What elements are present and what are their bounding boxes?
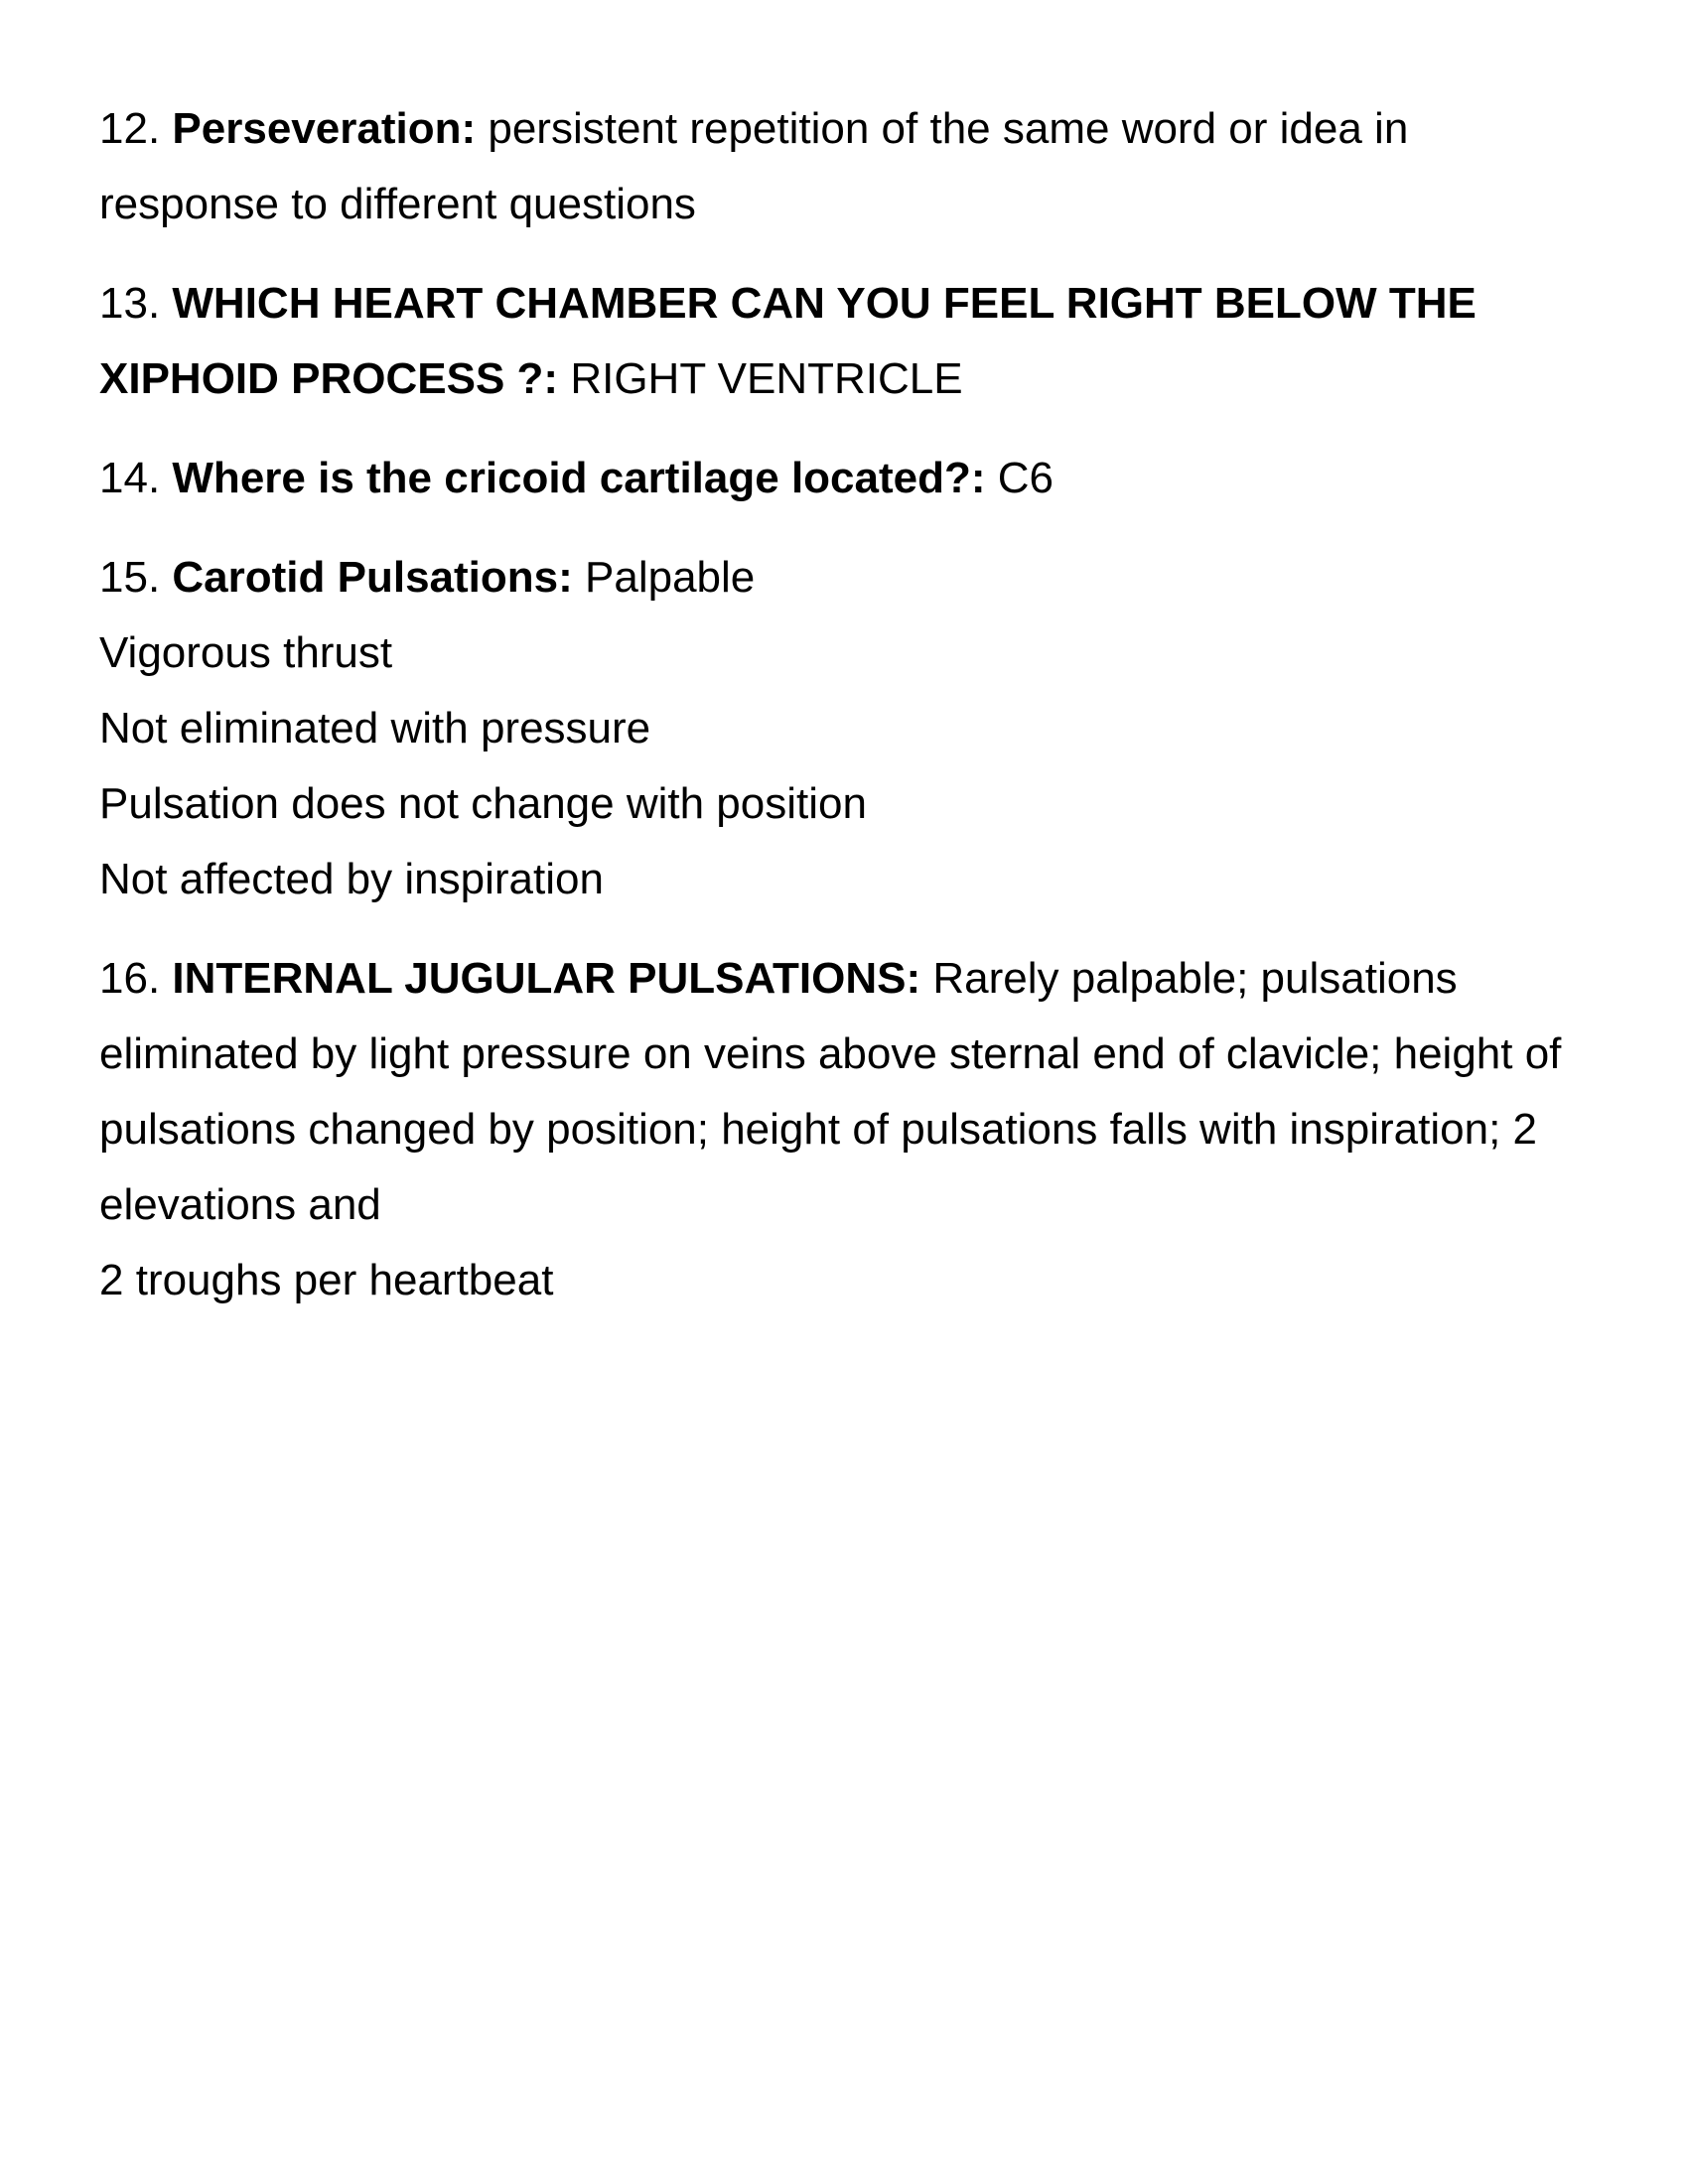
entry-16-detail-line: 2 troughs per heartbeat bbox=[99, 1256, 554, 1304]
entry-definition: persistent repetition of the same word or idea in bbox=[488, 104, 1409, 153]
entry-answer: Palpable bbox=[585, 553, 756, 602]
entry-14 bbox=[99, 441, 1589, 516]
entry-term: Perseveration: bbox=[172, 104, 477, 153]
entry-term-continued: XIPHOID PROCESS ?: bbox=[99, 354, 559, 403]
entry-15-line-1 bbox=[99, 540, 1589, 615]
entry-answer: C6 bbox=[997, 454, 1055, 502]
entry-16-detail-line: elevations and bbox=[99, 1180, 381, 1229]
entry-number: 16. bbox=[99, 954, 161, 1003]
entry-16-line-1 bbox=[99, 941, 1589, 1017]
entry-14-line-1 bbox=[99, 441, 1589, 516]
entry-13-line-1 bbox=[99, 266, 1589, 341]
entry-number: 14. bbox=[99, 454, 161, 502]
entry-16 bbox=[99, 941, 1589, 1318]
entry-term: INTERNAL JUGULAR PULSATIONS: bbox=[172, 954, 921, 1003]
entry-15-detail-line: Not affected by inspiration bbox=[99, 855, 604, 903]
entry-15-detail-line: Pulsation does not change with position bbox=[99, 779, 867, 828]
entry-15 bbox=[99, 540, 1589, 917]
entry-13 bbox=[99, 266, 1589, 417]
entry-12 bbox=[99, 91, 1589, 242]
entry-15-detail-line: Not eliminated with pressure bbox=[99, 704, 651, 752]
entry-12-line-1 bbox=[99, 91, 1589, 167]
entry-term: WHICH HEART CHAMBER CAN YOU FEEL RIGHT BELOW THE bbox=[172, 279, 1477, 328]
entry-definition: Rarely palpable; pulsations bbox=[932, 954, 1458, 1003]
entry-number: 13. bbox=[99, 279, 161, 328]
entry-term: Carotid Pulsations: bbox=[172, 553, 573, 602]
entry-16-detail-line: pulsations changed by position; height of pulsations falls with inspiration; 2 bbox=[99, 1105, 1538, 1154]
entry-number: 15. bbox=[99, 553, 161, 602]
entry-16-detail-line: eliminated by light pressure on veins above sternal end of clavicle; height of bbox=[99, 1029, 1562, 1078]
entry-15-detail-line: Vigorous thrust bbox=[99, 628, 393, 677]
entry-12-line-2: response to different questions bbox=[99, 180, 696, 228]
entry-term: Where is the cricoid cartilage located?: bbox=[172, 454, 986, 502]
entry-answer: RIGHT VENTRICLE bbox=[570, 354, 963, 403]
entry-number: 12. bbox=[99, 104, 161, 153]
entry-13-line-2 bbox=[99, 341, 1589, 417]
document-page bbox=[99, 91, 1589, 1342]
